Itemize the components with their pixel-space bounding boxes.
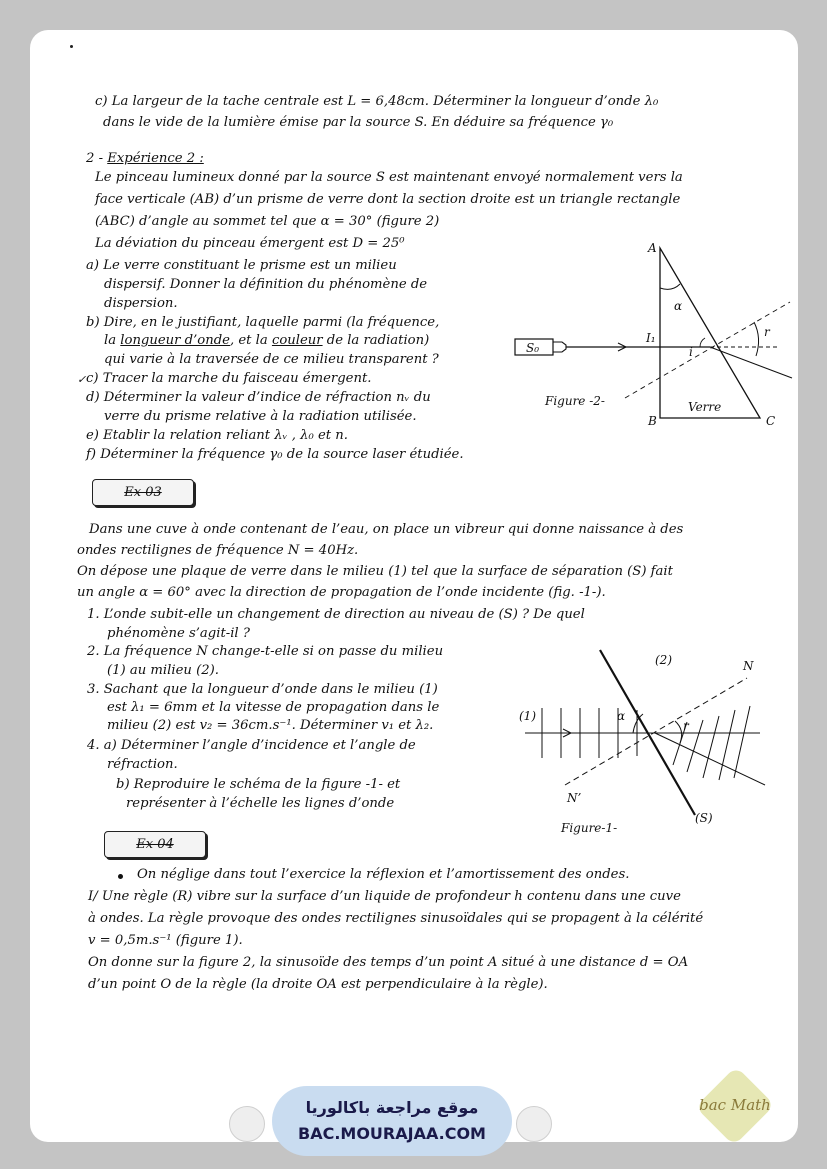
ex04-line-2: v = 0,5m.s⁻¹ (figure 1). [88,933,243,948]
bullet-dot [118,874,123,879]
label-source: S₀ [526,341,540,355]
label-verre: Verre [688,400,722,414]
ex03-q3-1: est λ₁ = 6mm et la vitesse de propagation dans le [107,700,440,715]
normal-n [565,678,747,785]
part-c-line1: c) La largeur de la tache centrale est L = 6,48cm. Déterminer la longueur d’onde λ₀ [95,94,659,109]
exp2-a-0: a) Le verre constituant le prisme est un milieu [86,258,397,273]
label-c: C [766,414,776,428]
figure-2-prism [500,238,800,438]
bac-math-logo-text: bac Math [699,1096,771,1114]
exp2-b2-longueur: longueur d’onde [120,333,230,348]
ex03-q4b-1: représenter à l’échelle les lignes d’onde [126,796,395,811]
label-alpha: α [674,299,683,313]
ex03-q4b-0: b) Reproduire le schéma de la figure -1- et [116,777,401,792]
ex03-intro-3: un angle α = 60° avec la direction de propagation de l’onde incidente (fig. -1-). [77,585,606,600]
label-n: N [743,659,754,673]
label-n-prime: N’ [567,791,582,805]
ex03-q4a-0: 4. a) Déterminer l’angle d’incidence et l’angle de [87,738,416,753]
footer-arabic-title: موقع مراجعة باكالوريا [305,1098,479,1117]
ex04-line-3: On donne sur la figure 2, la sinusoïde des temps d’un point A situé à une distance d = OA [88,955,689,970]
alpha-arc [660,284,680,289]
figure-1-waves [515,640,775,845]
exp2-heading [86,151,204,167]
exp2-intro-0: Le pinceau lumineux donné par la source S est maintenant envoyé normalement vers la [95,170,683,185]
refracted-wave-2 [687,720,703,772]
ex03-intro-2: On dépose une plaque de verre dans le milieu (1) tel que la surface de séparation (S) fait [77,564,673,579]
exp2-b-1: b) Dire, en le justifiant, laquelle parmi (la fréquence, [86,315,440,330]
exp2-intro-2: (ABC) d’angle au sommet tel que α = 30° (figure 2) [95,214,440,229]
exp2-f: f) Déterminer la fréquence γ₀ de la source laser étudiée. [86,447,464,462]
exp2-d-0: d) Déterminer la valeur d’indice de réfraction nᵥ du [86,390,431,405]
laser-nozzle [553,342,566,352]
emergent-ray [710,347,792,378]
ex03-q2-1: (1) au milieu (2). [107,663,219,678]
label-i1: I₁ [646,331,656,345]
ex04-line-1: à ondes. La règle provoque des ondes rectilignes sinusoïdales qui se propagent à la célérité [88,911,704,926]
ex04-line-0: I/ Une règle (R) vibre sur la surface d’un liquide de profondeur h contenu dans une cuve [88,889,681,904]
normal-line [625,302,790,398]
figure-2-caption: Figure -2- [545,394,605,408]
ex04-bullet: On néglige dans tout l’exercice la réflexion et l’amortissement des ondes. [137,867,630,882]
label-a: A [648,241,657,255]
figure-1-caption: Figure-1- [561,821,618,835]
exp2-intro-3: La déviation du pinceau émergent est D = 25⁰ [95,236,405,251]
exp2-c: c) Tracer la marche du faisceau émergent. [86,371,372,386]
label-b: B [648,414,657,428]
footer-banner[interactable] [272,1086,512,1156]
exp2-e: e) Etablir la relation reliant λᵥ , λ₀ et n. [86,428,348,443]
check-mark: ✓ [77,373,87,386]
refracted-wave-3 [703,716,719,778]
refracted-wave-5 [734,706,750,778]
footer-right-logo-icon [516,1106,552,1142]
exp2-d-1: verre du prisme relative à la radiation utilisée. [104,409,417,424]
ex04-title: Ex 04 [136,837,174,852]
label-medium-1: (1) [519,709,536,723]
label-r: r [764,325,770,339]
exp2-b2-la: la [104,333,121,348]
label-i: i [689,345,693,359]
ex03-title-box [92,479,194,506]
ex03-q4a-1: réfraction. [107,757,178,772]
scan-dot [70,45,73,48]
exp2-a-1: dispersif. Donner la définition du phénomène de [104,277,428,292]
ex04-title-box [104,831,206,858]
part-c-line2: dans le vide de la lumière émise par la source S. En déduire sa fréquence γ₀ [103,115,614,130]
footer-url[interactable]: BAC.MOURAJAA.COM [298,1124,486,1143]
ex03-q3-2: milieu (2) est v₂ = 36cm.s⁻¹. Déterminer v₁ et λ₂. [107,718,434,733]
ex03-intro-0: Dans une cuve à onde contenant de l’eau, on place un vibreur qui donne naissance à des [89,522,684,537]
exp2-b2-end: de la radiation) [322,333,430,348]
i-arc [700,338,705,347]
ex03-q1-1: phénomène s’agit-il ? [107,626,250,641]
ex03-q1-0: 1. L’onde subit-elle un changement de direction au niveau de (S) ? De quel [87,607,585,622]
exp2-intro-1: face verticale (AB) d’un prisme de verre dont la section droite est un triangle rectangle [95,192,681,207]
exp2-heading-title: Expérience 2 : [107,151,204,166]
label-alpha-fig1: α [617,709,626,723]
ex03-q2-0: 2. La fréquence N change-t-elle si on passe du milieu [87,644,444,659]
ex03-title: Ex 03 [124,485,162,500]
label-medium-2: (2) [655,653,672,667]
label-s: (S) [695,811,713,825]
exp2-b-3: qui varie à la traversée de ce milieu transparent ? [104,352,439,367]
footer-left-logo-icon [229,1106,265,1142]
exp2-b2-couleur: couleur [271,333,323,348]
r-arc [754,322,759,356]
exp2-a-2: dispersion. [104,296,178,311]
prism-triangle [660,248,760,418]
r-arc-fig1 [675,721,682,743]
label-r-fig1: r [683,719,689,733]
exp2-b-2 [104,333,429,349]
ex03-q3-0: 3. Sachant que la longueur d’onde dans le milieu (1) [87,682,438,697]
refracted-ray [655,733,765,785]
ex04-line-4: d’un point O de la règle (la droite OA est perpendiculaire à la règle). [88,977,548,992]
exp2-heading-num: 2 - [86,151,108,166]
ex03-intro-1: ondes rectilignes de fréquence N = 40Hz. [77,543,359,558]
exp2-b2-mid: , et la [229,333,272,348]
